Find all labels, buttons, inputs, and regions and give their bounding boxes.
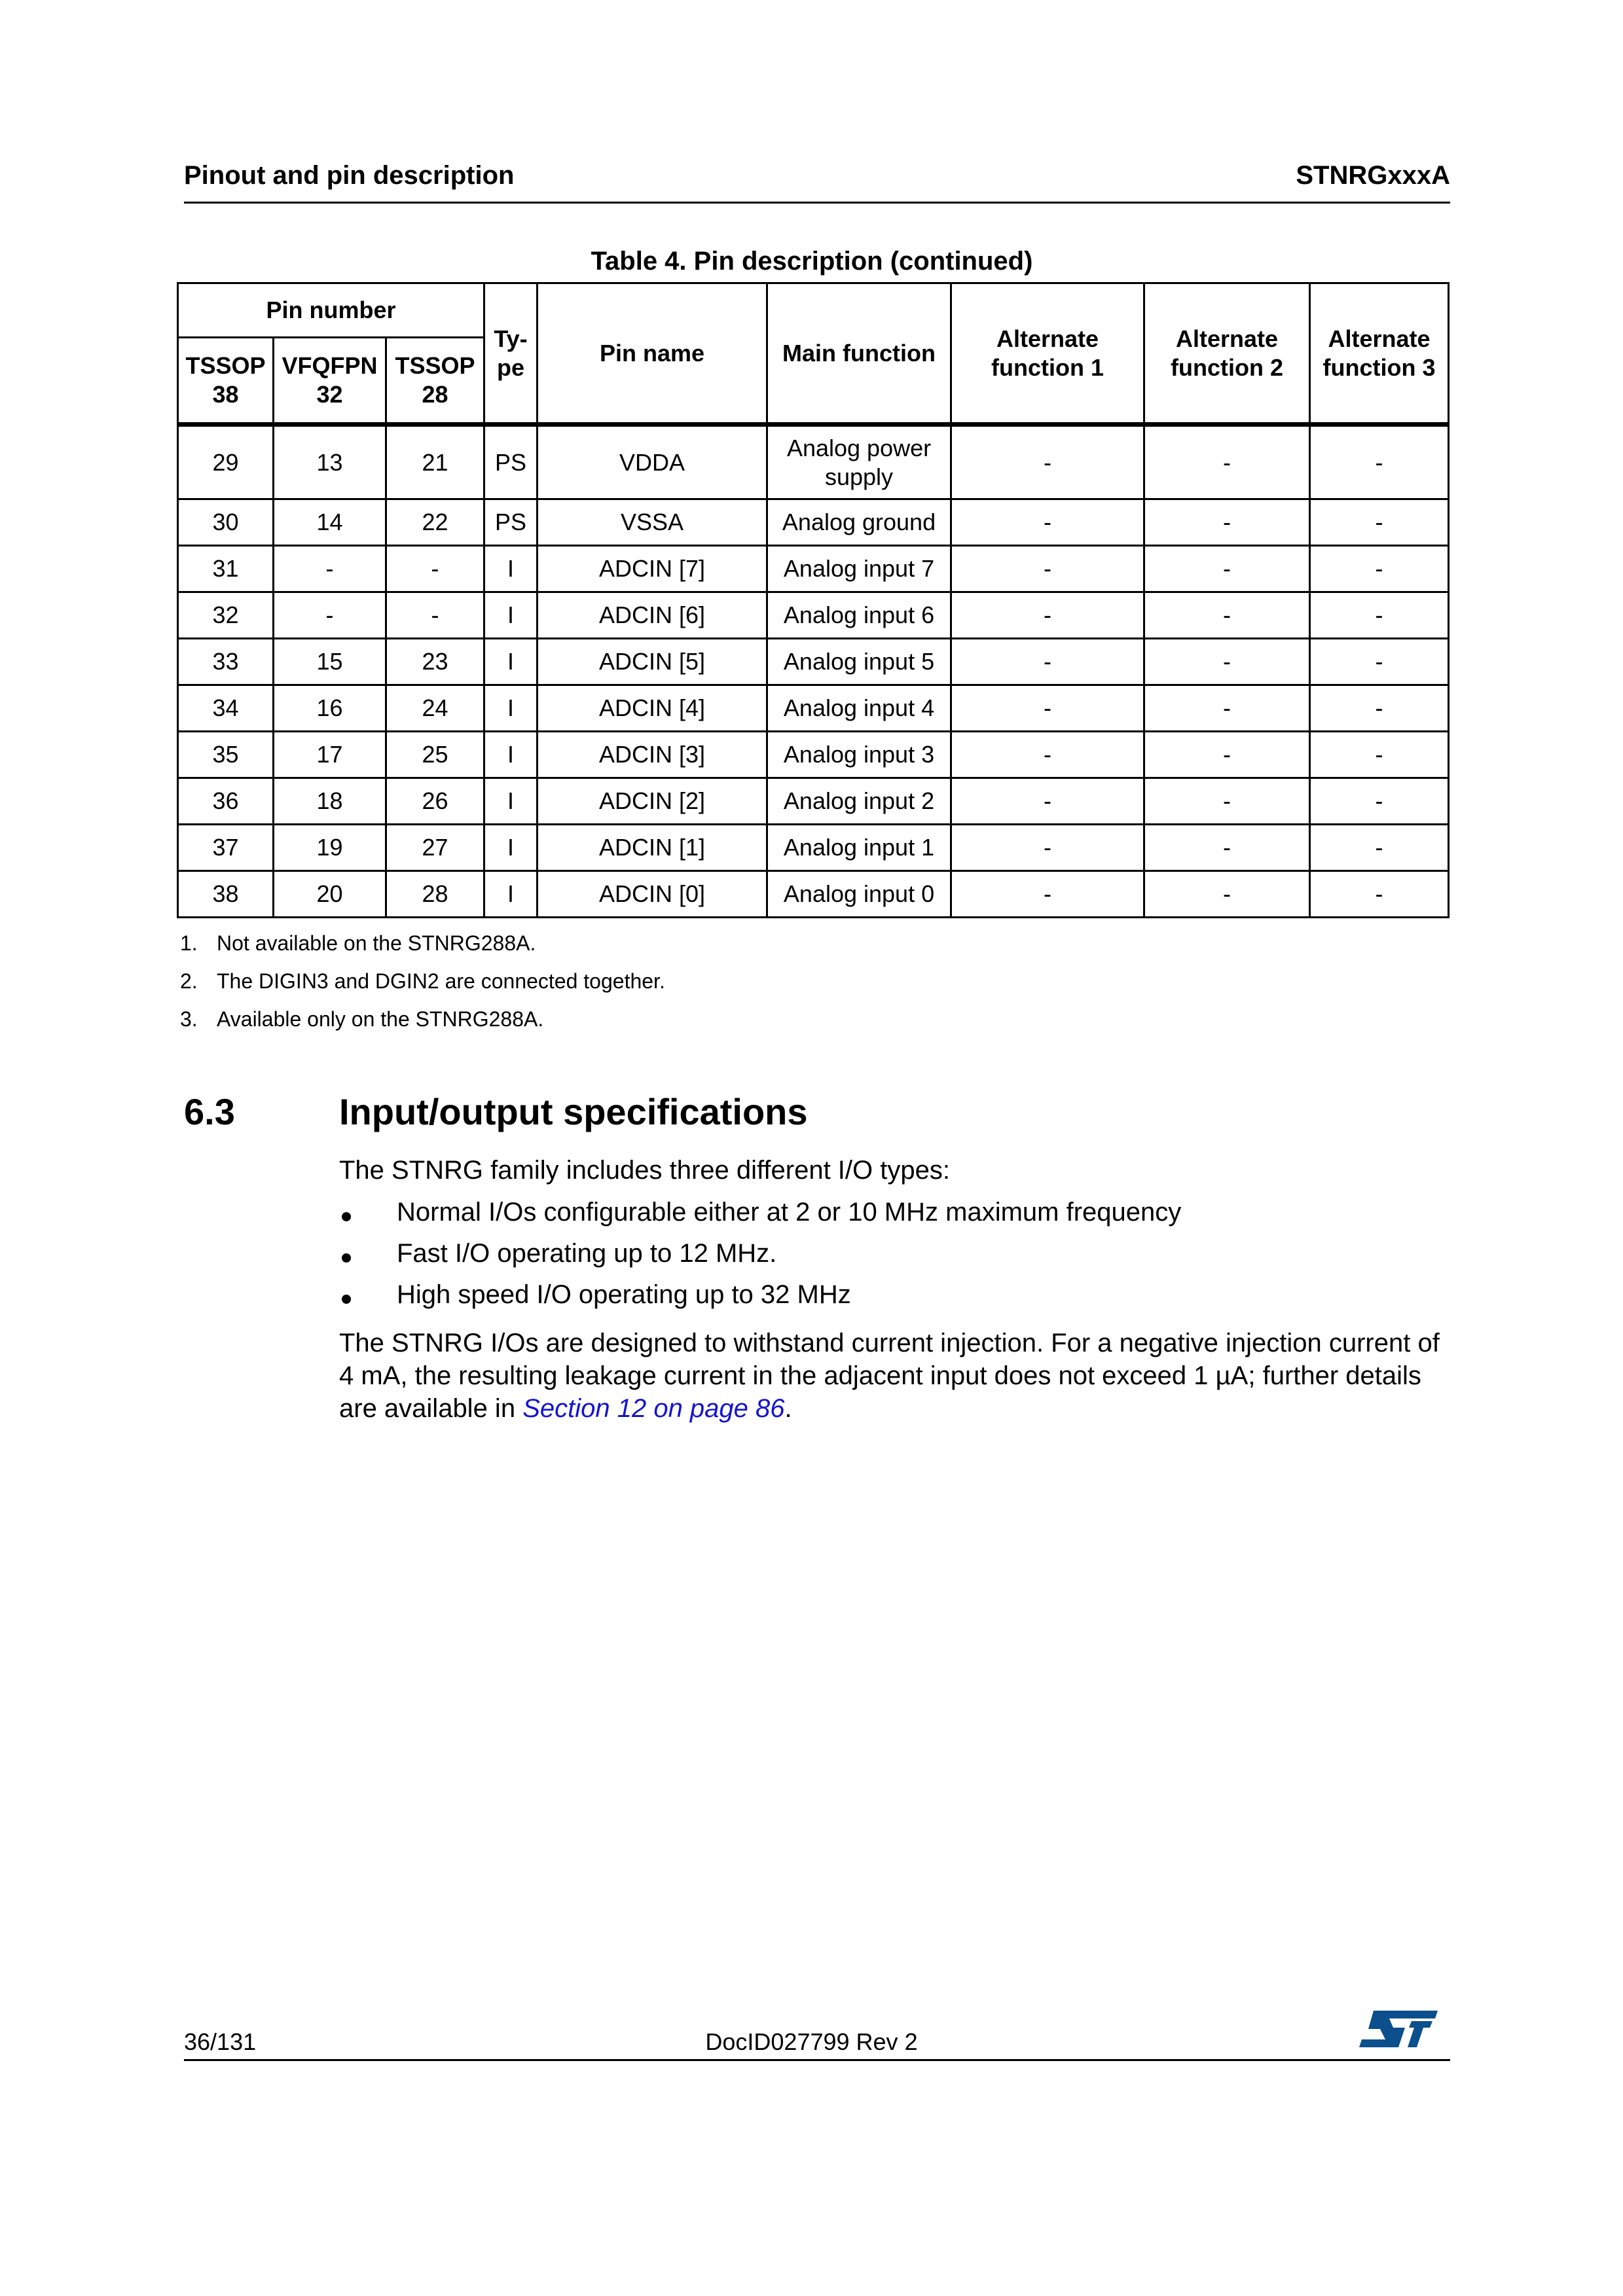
header-alt-function-3: Alternate function 3	[1310, 283, 1449, 425]
cell-pin-name: ADCIN [0]	[538, 871, 767, 918]
table-row	[178, 685, 1449, 732]
page-number: 36/131	[184, 2028, 257, 2055]
cell-alt3: -	[1310, 425, 1449, 499]
cell-type: I	[484, 592, 538, 639]
cell-alt3: -	[1310, 871, 1449, 918]
footnote-number: 3.	[180, 1007, 198, 1031]
cell-tssop38: 30	[178, 499, 274, 546]
cell-alt1: -	[951, 825, 1144, 871]
cell-type: PS	[484, 425, 538, 499]
cell-alt3: -	[1310, 546, 1449, 592]
cell-vfqfpn32: 15	[274, 639, 386, 685]
cell-vfqfpn32: 13	[274, 425, 386, 499]
table-caption: Table 4. Pin description (continued)	[591, 247, 1033, 276]
cell-alt1: -	[951, 639, 1144, 685]
footnote-text: Not available on the STNRG288A.	[217, 931, 536, 955]
cell-vfqfpn32: 17	[274, 732, 386, 778]
cell-tssop28: -	[386, 546, 484, 592]
cell-alt2: -	[1144, 825, 1310, 871]
cell-alt2: -	[1144, 425, 1310, 499]
cell-tssop28: 28	[386, 871, 484, 918]
footnote-number: 1.	[180, 931, 198, 955]
header-tssop38: TSSOP 38	[178, 338, 274, 425]
cell-alt1: -	[951, 546, 1144, 592]
table-row	[178, 639, 1449, 685]
paragraph-end: .	[784, 1394, 792, 1423]
cell-vfqfpn32: 16	[274, 685, 386, 732]
table-row	[178, 546, 1449, 592]
cell-alt3: -	[1310, 825, 1449, 871]
cell-tssop38: 36	[178, 778, 274, 825]
cell-pin-name: ADCIN [4]	[538, 685, 767, 732]
cell-vfqfpn32: -	[274, 546, 386, 592]
cell-alt2: -	[1144, 732, 1310, 778]
running-header-section: Pinout and pin description	[184, 161, 515, 190]
bullet-icon	[342, 1295, 351, 1304]
footer-rule	[184, 2059, 1450, 2061]
pin-description-table	[177, 282, 1450, 918]
section-paragraph	[339, 1327, 1452, 1425]
footnote	[180, 1006, 1162, 1032]
header-alt-function-2: Alternate function 2	[1144, 283, 1310, 425]
cell-alt2: -	[1144, 546, 1310, 592]
section-12-link[interactable]: Section 12 on page 86	[522, 1394, 785, 1423]
cell-type: I	[484, 732, 538, 778]
cell-alt1: -	[951, 592, 1144, 639]
header-rule	[184, 202, 1450, 204]
table-row	[178, 499, 1449, 546]
cell-pin-name: VDDA	[538, 425, 767, 499]
cell-alt2: -	[1144, 871, 1310, 918]
cell-tssop38: 37	[178, 825, 274, 871]
cell-alt1: -	[951, 871, 1144, 918]
running-header-product: STNRGxxxA	[1296, 161, 1450, 190]
cell-alt2: -	[1144, 499, 1310, 546]
cell-alt1: -	[951, 778, 1144, 825]
document-id: DocID027799 Rev 2	[705, 2028, 918, 2055]
header-pin-name: Pin name	[538, 283, 767, 425]
cell-main-function: Analog input 3	[767, 732, 951, 778]
cell-tssop28: 24	[386, 685, 484, 732]
header-tssop28: TSSOP 28	[386, 338, 484, 425]
cell-tssop38: 33	[178, 639, 274, 685]
cell-tssop28: 27	[386, 825, 484, 871]
header-type: Ty-pe	[484, 283, 538, 425]
cell-alt3: -	[1310, 732, 1449, 778]
cell-main-function: Analog input 5	[767, 639, 951, 685]
footnote	[180, 930, 1162, 956]
cell-tssop28: 23	[386, 639, 484, 685]
cell-tssop38: 35	[178, 732, 274, 778]
section-number: 6.3	[184, 1091, 235, 1132]
cell-type: I	[484, 685, 538, 732]
cell-type: I	[484, 825, 538, 871]
cell-pin-name: ADCIN [3]	[538, 732, 767, 778]
cell-tssop28: 26	[386, 778, 484, 825]
cell-alt1: -	[951, 425, 1144, 499]
cell-tssop28: -	[386, 592, 484, 639]
cell-tssop28: 21	[386, 425, 484, 499]
cell-main-function: Analog ground	[767, 499, 951, 546]
cell-alt3: -	[1310, 639, 1449, 685]
cell-vfqfpn32: 14	[274, 499, 386, 546]
cell-alt1: -	[951, 685, 1144, 732]
cell-vfqfpn32: 20	[274, 871, 386, 918]
cell-main-function: Analog power supply	[767, 425, 951, 499]
cell-tssop38: 32	[178, 592, 274, 639]
header-alt-function-1: Alternate function 1	[951, 283, 1144, 425]
cell-pin-name: VSSA	[538, 499, 767, 546]
cell-tssop38: 34	[178, 685, 274, 732]
cell-alt2: -	[1144, 778, 1310, 825]
cell-main-function: Analog input 7	[767, 546, 951, 592]
table-row	[178, 425, 1449, 499]
header-vfqfpn32: VFQFPN 32	[274, 338, 386, 425]
cell-alt3: -	[1310, 778, 1449, 825]
cell-alt1: -	[951, 499, 1144, 546]
cell-tssop28: 22	[386, 499, 484, 546]
footnote	[180, 968, 1162, 994]
cell-alt1: -	[951, 732, 1144, 778]
cell-alt2: -	[1144, 685, 1310, 732]
cell-pin-name: ADCIN [1]	[538, 825, 767, 871]
table-row	[178, 732, 1449, 778]
cell-pin-name: ADCIN [6]	[538, 592, 767, 639]
cell-main-function: Analog input 4	[767, 685, 951, 732]
cell-main-function: Analog input 2	[767, 778, 951, 825]
cell-alt2: -	[1144, 592, 1310, 639]
footnote-text: The DIGIN3 and DGIN2 are connected together.	[217, 969, 665, 993]
paragraph-text: The STNRG I/Os are designed to withstand current injection. For a negative injection current of 4 mA, the resulting leakage current in the adjacent input does not exceed 1 µA; further details are available in	[339, 1329, 1440, 1423]
section-intro: The STNRG family includes three different I/O types:	[339, 1156, 950, 1185]
cell-pin-name: ADCIN [7]	[538, 546, 767, 592]
header-main-function: Main function	[767, 283, 951, 425]
cell-main-function: Analog input 0	[767, 871, 951, 918]
cell-tssop38: 38	[178, 871, 274, 918]
cell-main-function: Analog input 6	[767, 592, 951, 639]
cell-type: PS	[484, 499, 538, 546]
table-row	[178, 592, 1449, 639]
cell-alt3: -	[1310, 685, 1449, 732]
cell-vfqfpn32: 19	[274, 825, 386, 871]
footnote-number: 2.	[180, 969, 198, 993]
cell-pin-name: ADCIN [5]	[538, 639, 767, 685]
cell-vfqfpn32: -	[274, 592, 386, 639]
cell-pin-name: ADCIN [2]	[538, 778, 767, 825]
footnote-text: Available only on the STNRG288A.	[217, 1007, 544, 1031]
st-logo-icon	[1359, 2011, 1438, 2047]
header-pin-number: Pin number	[178, 283, 484, 338]
cell-alt3: -	[1310, 592, 1449, 639]
cell-alt3: -	[1310, 499, 1449, 546]
cell-type: I	[484, 546, 538, 592]
cell-type: I	[484, 639, 538, 685]
cell-type: I	[484, 778, 538, 825]
section-title: Input/output specifications	[339, 1091, 808, 1132]
bullet-item: Fast I/O operating up to 12 MHz.	[397, 1239, 777, 1268]
bullet-icon	[342, 1212, 351, 1221]
table-row	[178, 871, 1449, 918]
cell-vfqfpn32: 18	[274, 778, 386, 825]
cell-tssop38: 31	[178, 546, 274, 592]
bullet-item: Normal I/Os configurable either at 2 or 10 MHz maximum frequency	[397, 1198, 1182, 1227]
table-row	[178, 778, 1449, 825]
cell-tssop38: 29	[178, 425, 274, 499]
cell-main-function: Analog input 1	[767, 825, 951, 871]
bullet-item: High speed I/O operating up to 32 MHz	[397, 1280, 851, 1309]
cell-type: I	[484, 871, 538, 918]
table-row	[178, 825, 1449, 871]
cell-tssop28: 25	[386, 732, 484, 778]
bullet-icon	[342, 1253, 351, 1263]
cell-alt2: -	[1144, 639, 1310, 685]
